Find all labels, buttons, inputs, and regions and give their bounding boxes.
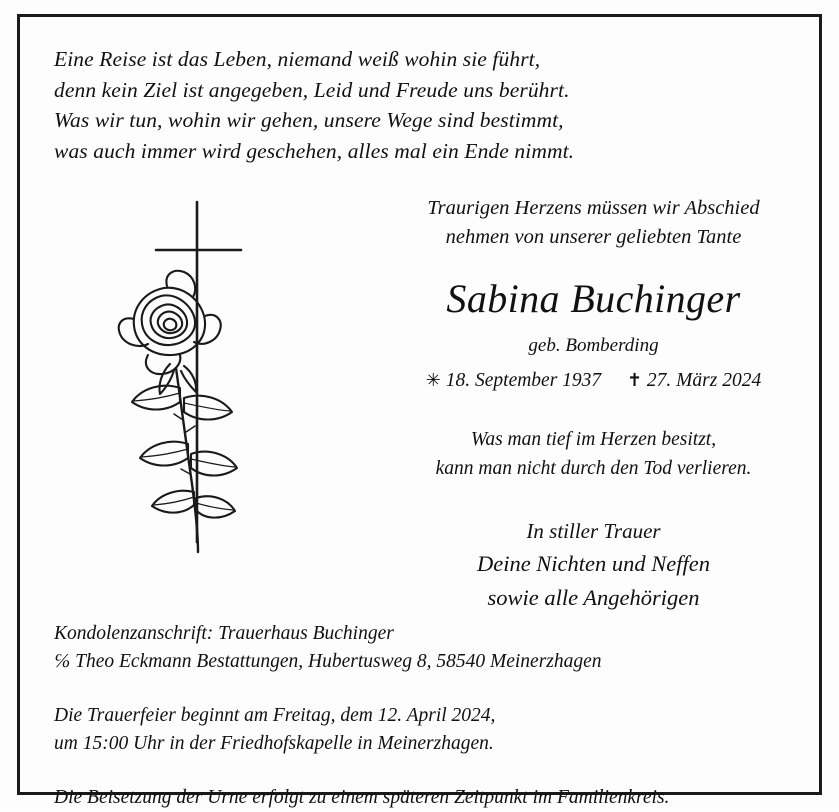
rose-with-cross-icon <box>104 192 334 592</box>
lead-line: Traurigen Herzens müssen wir Abschied <box>427 197 760 220</box>
memorial-quote <box>346 426 839 483</box>
quote-line: kann man nicht durch den Tod verlieren. <box>435 457 752 479</box>
notice-content <box>20 17 819 808</box>
lead-line: nehmen von unserer geliebten Tante <box>445 226 742 249</box>
verse-line: denn kein Ziel ist angegeben, Leid und Freude uns berührt. <box>54 77 570 102</box>
verse-line: Was wir tun, wohin wir gehen, unsere Wege sind bestimmt, <box>54 108 564 133</box>
deceased-text-column <box>346 182 839 615</box>
condolence-line: Kondolenzanschrift: Trauerhaus Buchinger <box>54 623 394 645</box>
condolence-address <box>54 620 793 675</box>
mourners-block <box>346 516 839 615</box>
life-dates <box>346 370 839 392</box>
death-cross-icon: ✝ <box>626 370 643 391</box>
verse-line: was auch immer wird geschehen, alles mal ein Ende nimmt. <box>54 138 575 163</box>
quote-line: Was man tief im Herzen besitzt, <box>470 429 717 451</box>
deceased-name: Sabina Buchinger <box>446 276 741 322</box>
urn-burial-info <box>54 784 793 812</box>
funeral-service-info <box>54 702 793 757</box>
service-line: um 15:00 Uhr in der Friedhofskapelle in Meinerzhagen. <box>54 733 494 755</box>
mourning-relatives: Deine Nichten und Neffen <box>476 551 711 577</box>
death-date: 27. März 2024 <box>646 370 762 392</box>
service-line: Die Trauerfeier beginnt am Freitag, dem 12. April 2024, <box>54 705 496 727</box>
mourning-intro: In stiller Trauer <box>526 518 661 543</box>
lead-text <box>346 194 839 252</box>
middle-section <box>46 182 793 612</box>
deceased-maiden-name: geb. Bomberding <box>528 335 659 357</box>
notice-border <box>17 14 822 808</box>
condolence-line: ℅ Theo Eckmann Bestattungen, Hubertusweg 8, 58540 Meinerzhagen <box>54 650 602 672</box>
urn-line: Die Beisetzung der Urne erfolgt zu einem späteren Zeitpunkt im Familienkreis. <box>54 786 670 808</box>
verse-line: Eine Reise ist das Leben, niemand weiß wohin sie führt, <box>54 47 541 71</box>
verse-block <box>54 44 793 166</box>
birth-star-icon: ✳ <box>425 370 441 391</box>
mourning-others: sowie alle Angehörigen <box>487 585 700 611</box>
bottom-section <box>54 620 793 811</box>
birth-date: 18. September 1937 <box>445 370 602 392</box>
